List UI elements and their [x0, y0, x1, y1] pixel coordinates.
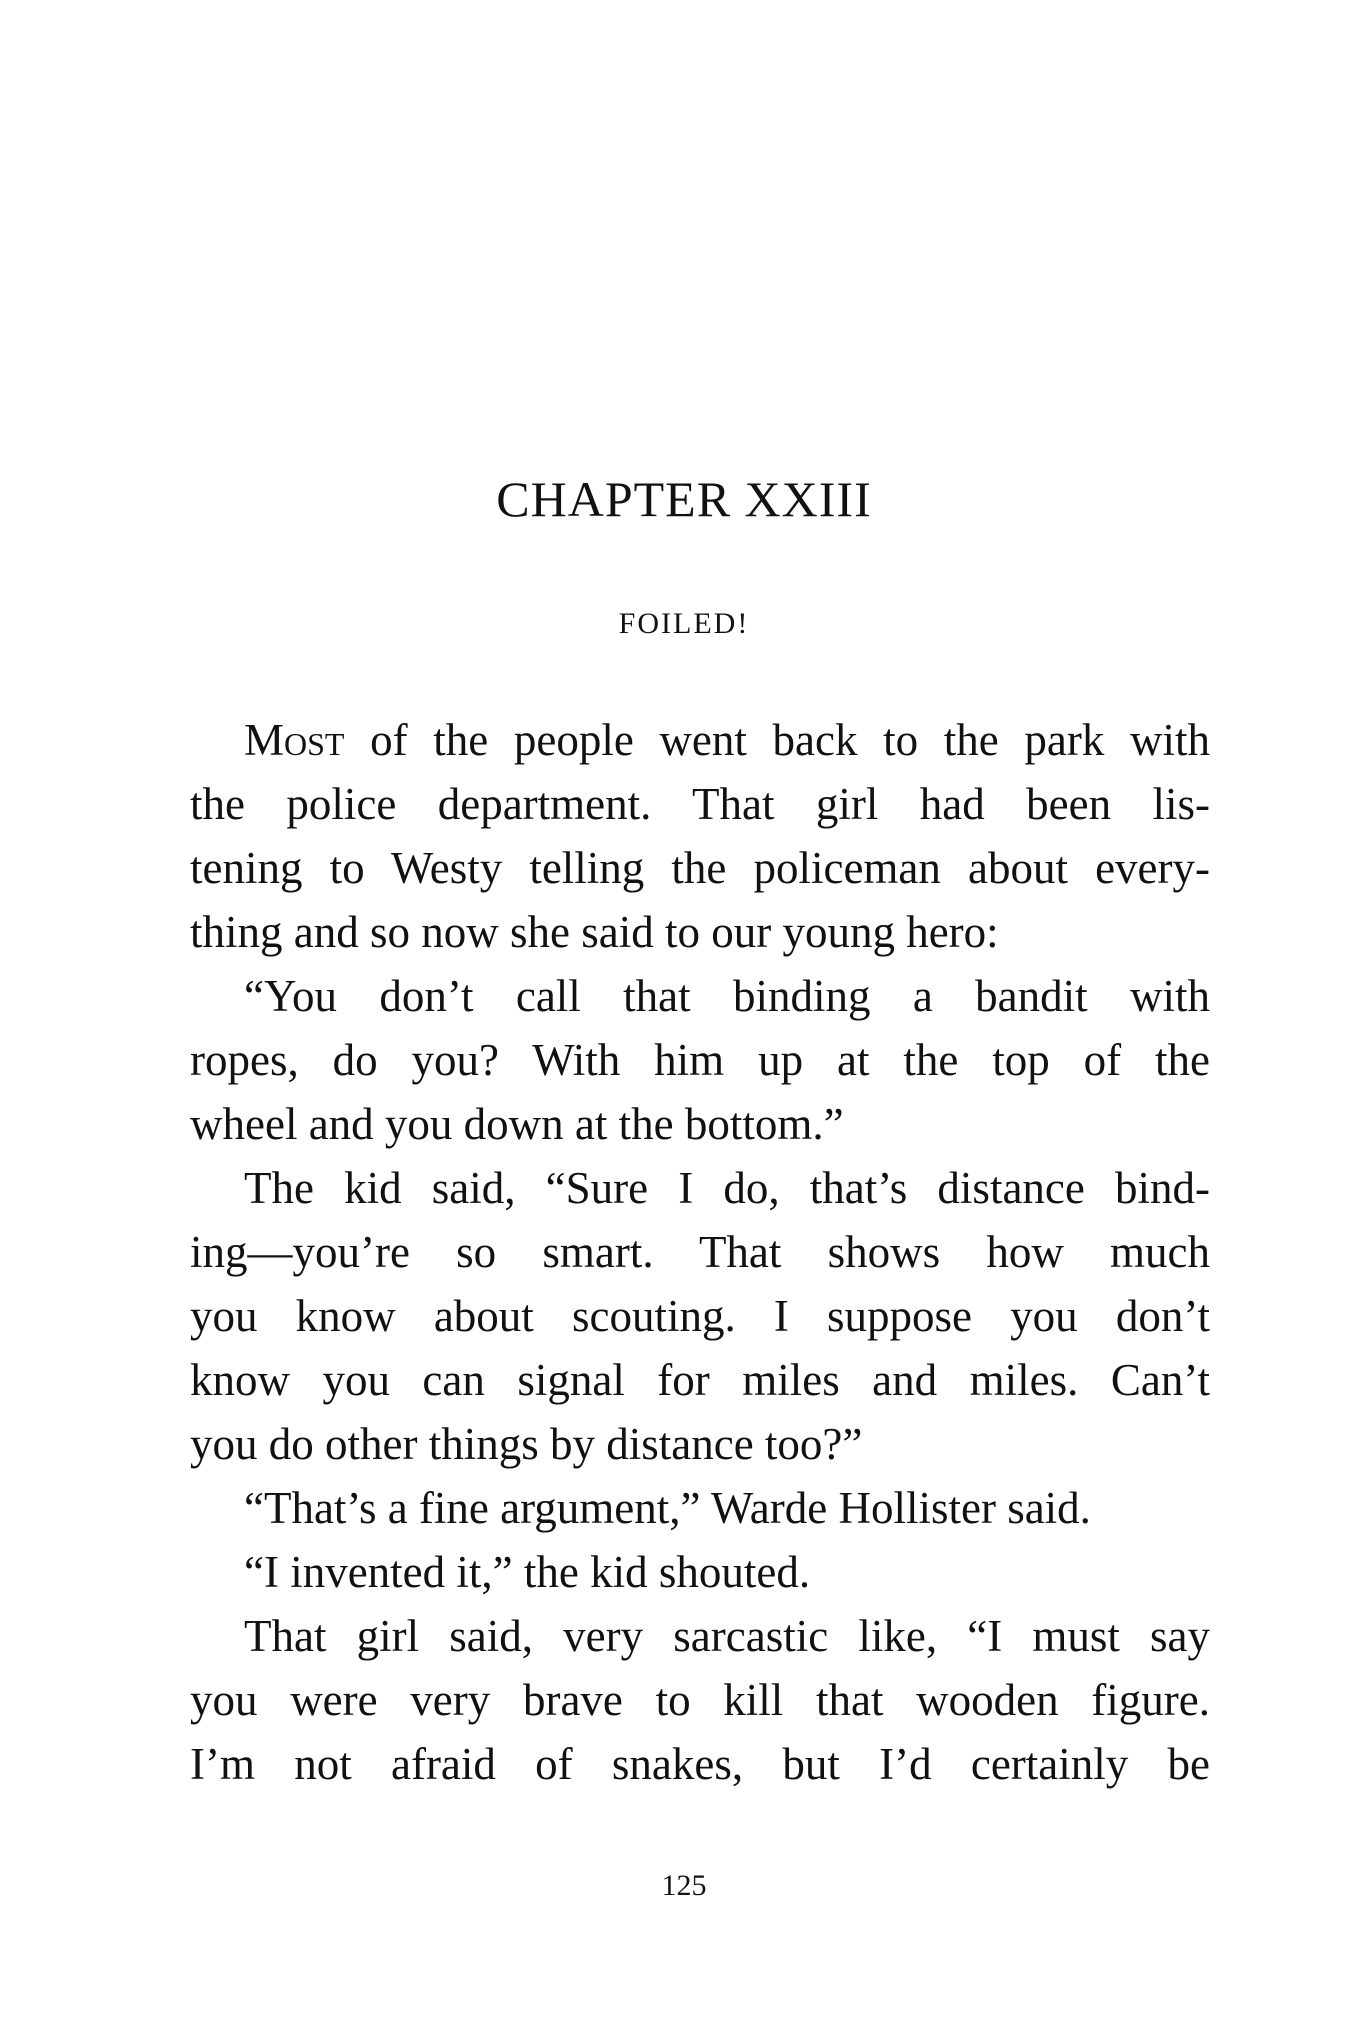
text-line-3: tening to Westy telling the policeman about every-: [190, 843, 1210, 893]
text-line-9: ing—you’re so smart. That shows how much: [190, 1227, 1210, 1277]
text-line-16: you were very brave to kill that wooden figure.: [190, 1675, 1210, 1725]
body-text: [190, 708, 1210, 1796]
page-number: 125: [661, 1869, 707, 1902]
text-line-17: I’m not afraid of snakes, but I’d certainly be: [190, 1739, 1210, 1789]
text-line-6: ropes, do you? With him up at the top of the: [190, 1035, 1210, 1085]
text-line-10: you know about scouting. I suppose you don’t: [190, 1291, 1210, 1341]
text-line-8: The kid said, “Sure I do, that’s distance bind-: [244, 1163, 1210, 1213]
text-line-1: [190, 708, 1210, 772]
text-line-15: That girl said, very sarcastic like, “I must say: [244, 1611, 1210, 1661]
text-line-7: wheel and you down at the bottom.”: [190, 1099, 844, 1149]
text-line-5: “You don’t call that binding a bandit with: [244, 971, 1210, 1021]
text-line-13: “That’s a fine argument,” Warde Hollister said.: [244, 1483, 1091, 1533]
chapter-subtitle: FOILED!: [618, 607, 750, 640]
drop-word: Most: [244, 715, 345, 765]
text-line-2: the police department. That girl had been lis-: [190, 779, 1210, 829]
text-line-11: know you can signal for miles and miles. Can’t: [190, 1355, 1210, 1405]
text-line-14: “I invented it,” the kid shouted.: [244, 1547, 811, 1597]
text-line-4: thing and so now she said to our young hero:: [190, 907, 999, 957]
text-line-1-rest: of the people went back to the park with: [344, 715, 1210, 765]
text-line-12: you do other things by distance too?”: [190, 1419, 863, 1469]
chapter-title: CHAPTER XXIII: [496, 471, 872, 527]
